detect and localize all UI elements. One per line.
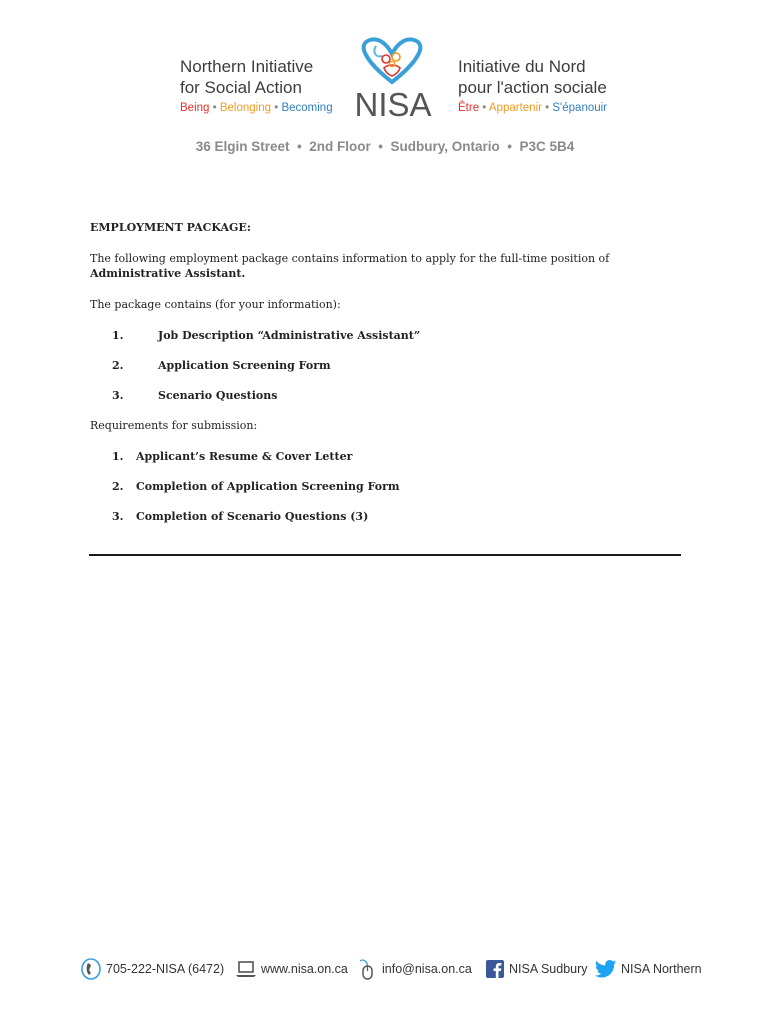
laptop-icon [235, 959, 257, 979]
list-item: 3. Scenario Questions [112, 389, 278, 402]
footer-website: www.nisa.on.ca [235, 955, 348, 983]
footer-email: info@nisa.on.ca [356, 955, 472, 983]
document-body [90, 220, 690, 539]
tagline-french: Être • Appartenir • S'épanouir [458, 102, 608, 114]
horizontal-rule [89, 554, 681, 556]
twitter-icon [595, 959, 617, 979]
list-item: 3. Completion of Scenario Questions (3) [112, 510, 369, 523]
footer-facebook: NISA Sudbury [485, 955, 588, 983]
tagline-english: Being • Belonging • Becoming [180, 102, 333, 114]
package-contents-list [90, 328, 690, 403]
letterhead [0, 0, 770, 200]
footer-twitter: NISA Northern [595, 955, 702, 983]
list-item: 2. Completion of Application Screening Form [112, 480, 400, 493]
requirements-list [90, 449, 690, 524]
page-heading: EMPLOYMENT PACKAGE: [90, 221, 251, 234]
address-line: 36 Elgin Street • 2nd Floor • Sudbury, Ontario • P3C 5B4 [195, 139, 575, 154]
list-item: 1. Applicant’s Resume & Cover Letter [112, 450, 353, 463]
contains-label: The package contains (for your information): [90, 298, 341, 311]
list-item: 2. Application Screening Form [112, 359, 331, 372]
org-name-french: Initiative du Nord pour l'action sociale Être • Appartenir • S'épanouir [458, 57, 608, 114]
intro-paragraph: The following employment package contains information to apply for the full-time position of Administrative Assistant. [90, 252, 610, 280]
footer-phone: 705-222-NISA (6472) [80, 955, 224, 983]
position-title: Administrative Assistant. [90, 267, 246, 280]
list-item: 1. Job Description “Administrative Assistant” [112, 329, 421, 342]
facebook-icon [485, 959, 505, 979]
phone-icon [80, 957, 102, 981]
org-name-english: Northern Initiative for Social Action Being • Belonging • Becoming [180, 57, 333, 114]
logo-wordmark: NISA [354, 86, 432, 123]
contact-footer [80, 955, 700, 983]
requirements-label: Requirements for submission: [90, 419, 258, 432]
mouse-icon [356, 957, 378, 981]
